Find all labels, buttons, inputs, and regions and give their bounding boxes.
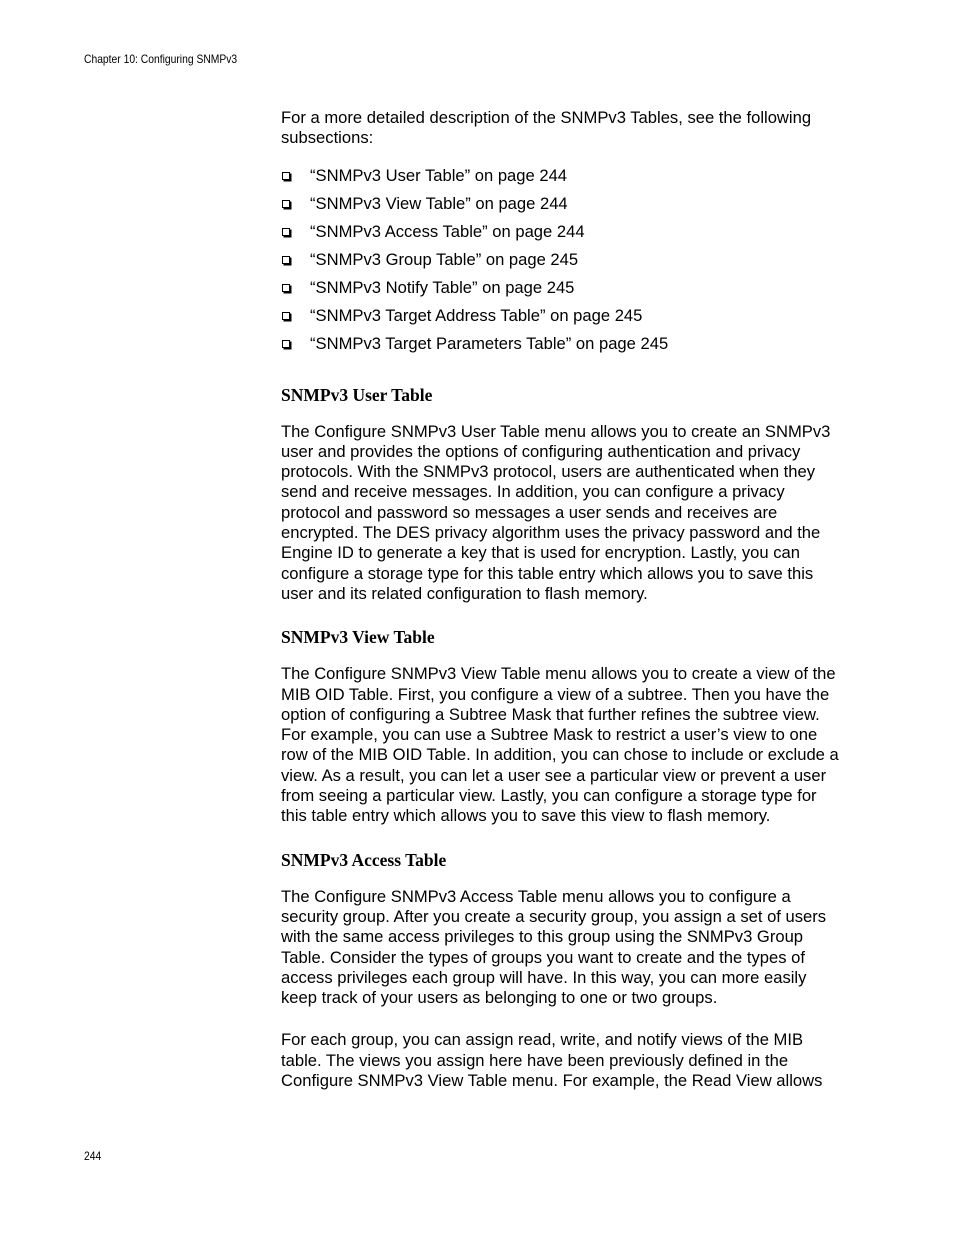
access-table-paragraph: The Configure SNMPv3 Access Table menu allows you to configure a security group. After you create a security group, you assign a set of users with the same access privileges to this group using the SNMPv3 Group Table. Consider the types of groups you want to create and the types of access privileges each group will have. In this way, you can more easily keep track of your users as belonging to one or two groups. (281, 886, 827, 1008)
xref-link[interactable]: “SNMPv3 User Table” on page 244 (310, 165, 568, 185)
xref-link[interactable]: “SNMPv3 Target Address Table” on page 245 (310, 305, 643, 325)
xref-link[interactable]: “SNMPv3 View Table” on page 244 (310, 193, 568, 213)
checkbox-bullet-icon (282, 312, 290, 320)
list-item[interactable] (281, 166, 843, 194)
page-content (281, 108, 843, 1113)
list-item[interactable] (281, 306, 843, 334)
xref-link[interactable]: “SNMPv3 Notify Table” on page 245 (310, 277, 575, 297)
xref-link[interactable]: “SNMPv3 Group Table” on page 245 (310, 249, 579, 269)
checkbox-bullet-icon (282, 256, 290, 264)
intro-paragraph: For a more detailed description of the SNMPv3 Tables, see the following subsections: (281, 108, 812, 148)
checkbox-bullet-icon (282, 200, 290, 208)
checkbox-bullet-icon (282, 340, 290, 348)
xref-link[interactable]: “SNMPv3 Target Parameters Table” on page 245 (310, 333, 669, 353)
section-heading-view-table: SNMPv3 View Table (281, 627, 435, 648)
view-table-paragraph: The Configure SNMPv3 View Table menu allows you to create a view of the MIB OID Table. First, you configure a view of a subtree. Then you have the option of configuring a Subtree Mask that further refines the subtree view. For example, you can use a Subtree Mask to restrict a user’s view to one row of the MIB OID Table. In addition, you can chose to include or exclude a view. As a result, you can let a user see a particular view or prevent a user from seeing a particular view. Lastly, you can configure a storage type for this table entry which allows you to save this view to flash memory. (281, 664, 839, 826)
access-table-paragraph-2: For each group, you can assign read, write, and notify views of the MIB table. The views you assign here have been previously defined in the Configure SNMPv3 View Table menu. For example, the Read View allows (281, 1030, 823, 1091)
checkbox-bullet-icon (282, 284, 290, 292)
section-heading-user-table: SNMPv3 User Table (281, 384, 433, 405)
cross-reference-list (281, 166, 843, 362)
checkbox-bullet-icon (282, 228, 290, 236)
list-item[interactable] (281, 194, 843, 222)
section-heading-access-table: SNMPv3 Access Table (281, 849, 447, 870)
page-number: 244 (84, 1149, 102, 1163)
user-table-paragraph: The Configure SNMPv3 User Table menu allows you to create an SNMPv3 user and provides the options of configuring authentication and privacy protocols. With the SNMPv3 protocol, users are authenticated when they send and receive messages. In addition, you can configure a privacy protocol and password so messages a user sends and receives are encrypted. The DES privacy algorithm uses the privacy password and the Engine ID to generate a key that is used for encryption. Lastly, you can configure a storage type for this table entry which allows you to save this user and its related configuration to flash memory. (281, 421, 831, 603)
list-item[interactable] (281, 250, 843, 278)
checkbox-bullet-icon (282, 172, 290, 180)
list-item[interactable] (281, 278, 843, 306)
list-item[interactable] (281, 334, 843, 362)
list-item[interactable] (281, 222, 843, 250)
xref-link[interactable]: “SNMPv3 Access Table” on page 244 (310, 221, 585, 241)
running-header: Chapter 10: Configuring SNMPv3 (84, 52, 238, 66)
